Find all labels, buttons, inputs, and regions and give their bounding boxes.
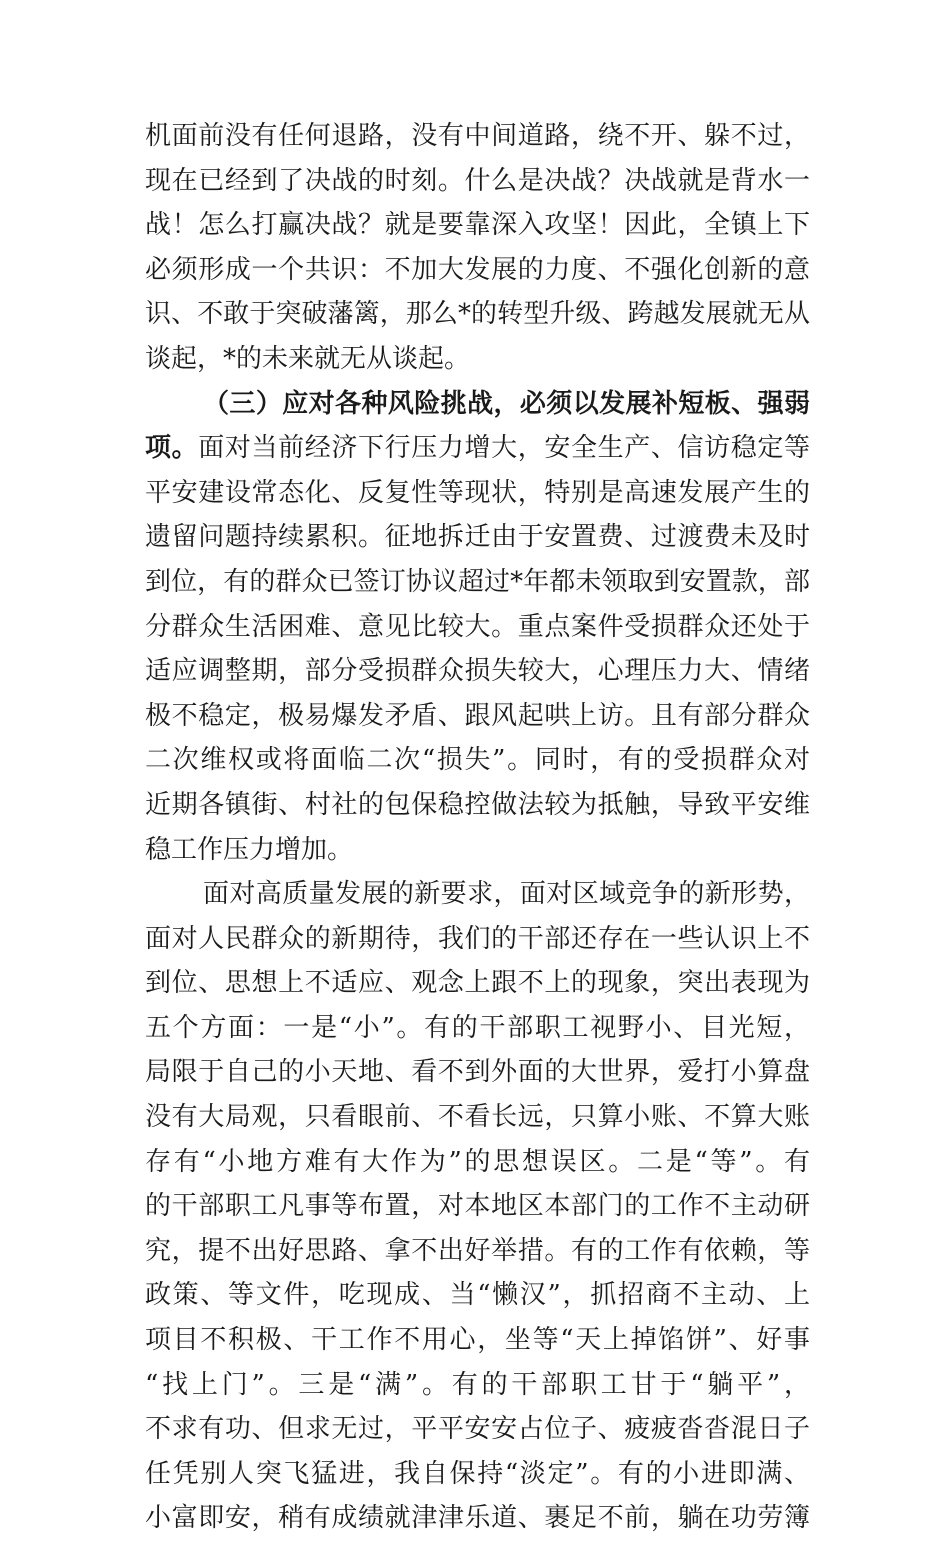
text-line [145,694,810,739]
text-line [145,1050,810,1095]
line-text: 局限于自己的小天地、看不到外面的大世界，爱打小算盘 [145,1057,810,1088]
line-text: 面对人民群众的新期待，我们的干部还存在一些认识上不 [145,923,810,954]
line-text: 到位，有的群众已签订协议超过*年都未领取到安置款，部 [145,566,810,597]
text-line [145,1229,810,1274]
line-text: 战！怎么打赢决战？就是要靠深入攻坚！因此，全镇上下 [145,210,810,241]
text-line [145,560,810,605]
text-line [145,738,810,783]
line-text: 遗留问题持续累积。征地拆迁由于安置费、过渡费未及时 [145,522,810,553]
line-text: 极不稳定，极易爆发矛盾、跟风起哄上访。且有部分群众 [145,700,810,731]
line-text: 项目不积极、干工作不用心，坐等“天上掉馅饼”、好事 [145,1325,810,1356]
document-body [145,114,810,1541]
line-text: 政策、等文件，吃现成、当“懒汉”，抓招商不主动、上 [145,1280,810,1311]
text-line [145,426,810,471]
line-text: 任凭别人突飞猛进，我自保持“淡定”。有的小进即满、 [145,1458,810,1489]
text-line [145,1184,810,1229]
line-text: 五个方面：一是“小”。有的干部职工视野小、目光短， [145,1012,810,1043]
section-heading: （三）应对各种风险挑战，必须以发展补短板、强弱 [203,388,810,419]
line-text: 面对高质量发展的新要求，面对区域竞争的新形势， [203,879,810,910]
text-line [145,649,810,694]
line-text: 的干部职工凡事等布置，对本地区本部门的工作不主动研 [145,1191,810,1222]
text-line [145,1006,810,1051]
text-line [145,1363,810,1408]
line-text: 识、不敢于突破藩篱，那么*的转型升级、跨越发展就无从 [145,299,810,330]
text-line [145,1273,810,1318]
line-text: 存有“小地方难有大作为”的思想误区。二是“等”。有 [145,1146,810,1177]
text-line [145,1407,810,1452]
text-line [145,471,810,516]
text-line [145,515,810,560]
text-line [145,828,810,873]
text-line [145,605,810,650]
section-heading: 项。 [145,433,199,464]
text-line [145,1140,810,1185]
line-text: 究，提不出好思路、拿不出好举措。有的工作有依赖，等 [145,1235,810,1266]
line-text: 分群众生活困难、意见比较大。重点案件受损群众还处于 [145,611,810,642]
text-line [145,382,810,427]
text-line [145,1452,810,1497]
line-text: 没有大局观，只看眼前、不看长远，只算小账、不算大账 [145,1102,810,1133]
text-line [145,337,810,382]
text-line [145,114,810,159]
text-line [145,1496,810,1541]
line-text: 现在已经到了决战的时刻。什么是决战？决战就是背水一 [145,165,810,196]
text-line [145,159,810,204]
line-text: 机面前没有任何退路，没有中间道路，绕不开、躲不过， [145,121,810,151]
text-line [145,1318,810,1363]
line-text: 必须形成一个共识：不加大发展的力度、不强化创新的意 [145,254,810,285]
text-line [145,961,810,1006]
text-line [145,783,810,828]
line-text: 谈起，*的未来就无从谈起。 [145,343,471,374]
line-text: 到位、思想上不适应、观念上跟不上的现象，突出表现为 [145,968,810,999]
text-line [145,203,810,248]
line-text: 近期各镇街、村社的包保稳控做法较为抵触，导致平安维 [145,789,810,820]
line-text: 适应调整期，部分受损群众损失较大，心理压力大、情绪 [145,656,810,687]
line-text: 面对当前经济下行压力增大，安全生产、信访稳定等 [198,433,810,464]
line-text: “找上门”。三是“满”。有的干部职工甘于“躺平”， [145,1369,810,1400]
text-line [145,872,810,917]
text-line [145,1095,810,1140]
text-line [145,917,810,962]
line-text: 平安建设常态化、反复性等现状，特别是高速发展产生的 [145,477,810,508]
line-text: 稳工作压力增加。 [145,834,354,865]
line-text: 不求有功、但求无过，平平安安占位子、疲疲沓沓混日子 [145,1414,810,1445]
text-line [145,292,810,337]
text-line [145,248,810,293]
line-text: 小富即安，稍有成绩就津津乐道、裹足不前，躺在功劳簿 [145,1503,810,1534]
line-text: 二次维权或将面临二次“损失”。同时，有的受损群众对 [145,745,810,776]
